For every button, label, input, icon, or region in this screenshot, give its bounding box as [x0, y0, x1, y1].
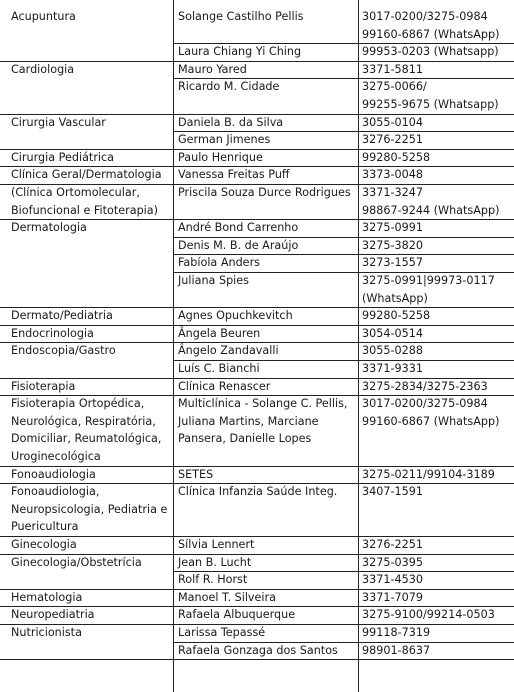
phone-number: 3371-7079	[362, 590, 423, 604]
phone-number: 99953-0203 (Whatsapp)	[362, 45, 499, 59]
doctor-name: André Bond Carrenho	[178, 221, 299, 235]
specialty-label: Uroginecológica	[11, 450, 101, 463]
phone-number: 3275-3820	[362, 238, 423, 252]
doctor-name: German Jimenes	[178, 133, 271, 147]
doctor-name: Priscila Souza Durce Rodrigues	[178, 186, 351, 199]
specialty-label: Fisioterapia	[11, 379, 76, 393]
doctor-name: Pansera, Danielle Lopes	[178, 432, 312, 446]
phone-number: 3054-0514	[362, 326, 423, 340]
doctor-name: Multiclínica - Solange C. Pellis,	[178, 397, 348, 411]
phone-number: (WhatsApp)	[362, 291, 428, 305]
specialty-label: Cardiologia	[11, 62, 75, 76]
phone-number: 3371-3247	[362, 186, 423, 199]
phone-number: 3407-1591	[362, 485, 423, 499]
doctor-name: Vanessa Freitas Puff	[178, 168, 290, 182]
specialty-label: Neurológica, Respiratória,	[11, 414, 156, 428]
phone-number: 3017-0200/3275-0984	[362, 10, 488, 23]
column-divider	[358, 0, 359, 692]
phone-number: 3055-0288	[362, 344, 423, 358]
phone-number: 3371-5811	[362, 62, 423, 76]
doctor-name: Paulo Henrique	[178, 150, 263, 164]
phone-number: 3373-0048	[362, 168, 423, 182]
doctor-name: Ângelo Zandavalli	[178, 344, 279, 358]
specialty-label: Fonoaudiologia	[11, 467, 96, 481]
specialty-label: Cirurgia Vascular	[11, 115, 106, 129]
phone-number: 3276-2251	[362, 538, 423, 551]
specialty-label: Cirurgia Pediátrica	[11, 150, 115, 164]
specialty-label: Ginecologia/Obstetrícia	[11, 555, 142, 569]
doctor-name: Juliana Spies	[178, 274, 249, 287]
specialty-label: Endocrinologia	[11, 326, 94, 340]
specialty-label: Nutricionista	[11, 626, 82, 639]
specialty-label: Domiciliar, Reumatológica,	[11, 432, 162, 446]
phone-number: 98867-9244 (WhatsApp)	[362, 203, 500, 217]
phone-number: 3371-4530	[362, 573, 423, 587]
phone-number: 99160-6867 (WhatsApp)	[362, 414, 500, 428]
doctor-name: Rolf R. Horst	[178, 573, 248, 587]
phone-number: 3275-0991|99973-0117	[362, 274, 495, 287]
doctor-name: Ricardo M. Cidade	[178, 80, 280, 94]
phone-number: 3017-0200/3275-0984	[362, 397, 488, 411]
doctor-name: Rafaela Gonzaga dos Santos	[178, 643, 338, 657]
phone-number: 3276-2251	[362, 133, 423, 147]
specialty-label: Neuropediatria	[11, 608, 95, 622]
specialty-label: Endoscopia/Gastro	[11, 344, 116, 358]
phone-number: 99255-9675 (Whatsapp)	[362, 98, 499, 111]
doctor-name: Luís C. Bianchi	[178, 362, 260, 375]
doctor-name: Juliana Martins, Marciane	[178, 414, 319, 428]
doctor-name: Clínica Infanzia Saúde Integ.	[178, 485, 338, 499]
column-divider	[173, 0, 174, 692]
specialty-label: Ginecologia	[11, 538, 77, 551]
phone-number: 3275-9100/99214-0503	[362, 608, 495, 622]
phone-number: 3273-1557	[362, 256, 423, 270]
doctor-name: Sílvia Lennert	[178, 538, 255, 551]
row-separator	[0, 659, 514, 660]
specialty-label: Neuropsicologia, Pediatria e	[11, 502, 168, 516]
doctor-name: Rafaela Albuquerque	[178, 608, 296, 622]
specialty-label: (Clínica Ortomolecular,	[11, 186, 140, 199]
specialty-label: Acupuntura	[11, 10, 76, 23]
phone-number: 3371-9331	[362, 362, 423, 375]
specialty-label: Clínica Geral/Dermatologia	[11, 168, 162, 182]
phone-number: 3275-0991	[362, 221, 423, 235]
doctor-name: Agnes Opuchkevitch	[178, 309, 293, 323]
phone-number: 3275-0066/	[362, 80, 427, 94]
specialty-label: Hematologia	[11, 590, 83, 604]
phone-number: 99280-5258	[362, 309, 431, 323]
phone-number: 99160-6867 (WhatsApp)	[362, 27, 500, 41]
specialty-label: Fonoaudiologia,	[11, 485, 100, 499]
doctor-name: Manoel T. Silveira	[178, 590, 276, 604]
doctor-name: Larissa Tepassé	[178, 626, 266, 639]
doctor-name: Solange Castilho Pellis	[178, 10, 304, 23]
phone-number: 3275-2834/3275-2363	[362, 379, 488, 393]
doctor-name: SETES	[178, 467, 214, 481]
doctor-name: Jean B. Lucht	[178, 555, 252, 569]
specialty-label: Puericultura	[11, 520, 79, 534]
specialty-label: Dermato/Pediatria	[11, 309, 113, 323]
row-separator	[0, 61, 514, 62]
phone-number: 3275-0395	[362, 555, 423, 569]
phone-number: 3055-0104	[362, 115, 423, 129]
doctor-name: Fabíola Anders	[178, 256, 260, 270]
doctor-name: Ângela Beuren	[178, 326, 261, 340]
doctor-name: Laura Chiang Yi Ching	[178, 45, 302, 59]
phone-number: 98901-8637	[362, 643, 431, 657]
specialty-label: Fisioterapia Ortopédica,	[11, 397, 145, 411]
specialty-label: Dermatologia	[11, 221, 87, 235]
phone-number: 3275-0211/99104-3189	[362, 467, 495, 481]
doctor-name: Clínica Renascer	[178, 379, 271, 393]
doctor-name: Mauro Yared	[178, 62, 247, 76]
row-separator	[0, 536, 514, 537]
doctor-name: Daniela B. da Silva	[178, 115, 284, 129]
phone-number: 99118-7319	[362, 626, 431, 639]
doctor-name: Denis M. B. de Araújo	[178, 238, 299, 252]
specialty-label: Biofuncional e Fitoterapia)	[11, 203, 159, 217]
phone-number: 99280-5258	[362, 150, 431, 164]
